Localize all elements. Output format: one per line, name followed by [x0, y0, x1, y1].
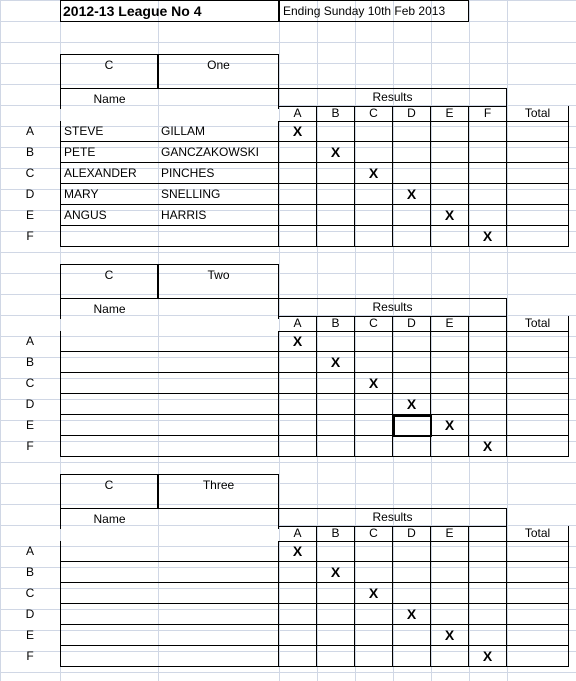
result-cell[interactable] [355, 352, 393, 373]
player-last-name[interactable] [158, 331, 279, 352]
result-cell-self[interactable]: X [355, 163, 393, 184]
player-first-name[interactable] [60, 436, 158, 457]
total-cell[interactable] [507, 205, 569, 226]
player-first-name[interactable]: ALEXANDER [60, 163, 158, 184]
player-first-name[interactable] [60, 394, 158, 415]
result-cell[interactable] [469, 604, 507, 625]
player-first-name[interactable] [60, 541, 158, 562]
result-cell[interactable] [469, 121, 507, 142]
player-first-name[interactable] [60, 562, 158, 583]
result-cell-self[interactable]: X [393, 604, 431, 625]
player-last-name[interactable] [158, 604, 279, 625]
row-letter: B [25, 565, 34, 579]
row-letter: B [25, 355, 34, 369]
result-cell[interactable] [279, 604, 317, 625]
total-cell[interactable] [507, 352, 569, 373]
player-first-name[interactable] [60, 226, 158, 247]
result-cell-self[interactable]: X [431, 205, 469, 226]
result-cell[interactable] [317, 205, 355, 226]
result-cell-self[interactable]: X [431, 625, 469, 646]
division-name-cell[interactable]: Three [158, 474, 279, 509]
result-cell[interactable] [279, 184, 317, 205]
result-cell[interactable] [355, 226, 393, 247]
division-code-cell[interactable]: C [60, 474, 158, 509]
result-cell[interactable] [469, 562, 507, 583]
result-cell[interactable] [431, 373, 469, 394]
results-header: Results [279, 88, 507, 107]
result-cell[interactable] [317, 583, 355, 604]
result-cell[interactable] [393, 541, 431, 562]
result-cell[interactable] [317, 226, 355, 247]
result-cell[interactable] [279, 436, 317, 457]
col-header-b: B [317, 316, 355, 332]
result-cell[interactable] [469, 184, 507, 205]
result-cell[interactable] [393, 625, 431, 646]
result-cell-self[interactable]: X [317, 142, 355, 163]
result-cell[interactable] [317, 331, 355, 352]
division-name-cell[interactable]: One [158, 54, 279, 89]
row-letter: E [25, 628, 34, 642]
result-cell[interactable] [431, 352, 469, 373]
row-letter: C [25, 166, 35, 180]
total-header: Total [507, 526, 569, 542]
player-last-name[interactable] [158, 373, 279, 394]
result-cell[interactable] [355, 436, 393, 457]
result-cell[interactable] [279, 142, 317, 163]
col-header-a: A [279, 526, 317, 542]
result-cell[interactable] [355, 184, 393, 205]
row-letter: A [25, 334, 34, 348]
result-cell[interactable] [317, 184, 355, 205]
name-header-blank[interactable] [158, 298, 279, 319]
total-cell[interactable] [507, 436, 569, 457]
name-header: Name [60, 508, 158, 529]
result-cell-self[interactable]: X [355, 373, 393, 394]
result-cell[interactable] [431, 163, 469, 184]
result-cell-self[interactable]: X [469, 436, 507, 457]
result-cell-self[interactable]: X [393, 184, 431, 205]
player-first-name[interactable] [60, 646, 158, 667]
player-first-name[interactable] [60, 373, 158, 394]
player-first-name[interactable]: MARY [60, 184, 158, 205]
result-cell[interactable] [469, 163, 507, 184]
result-cell[interactable] [469, 205, 507, 226]
result-cell-self[interactable]: X [393, 394, 431, 415]
row-letter: E [25, 208, 34, 222]
player-last-name[interactable] [158, 646, 279, 667]
row-letter: B [25, 145, 34, 159]
result-cell[interactable] [469, 625, 507, 646]
result-cell[interactable] [355, 415, 393, 436]
result-cell[interactable] [393, 583, 431, 604]
result-cell[interactable] [317, 415, 355, 436]
col-header-a: A [279, 106, 317, 122]
result-cell[interactable] [393, 163, 431, 184]
result-cell-self[interactable]: X [469, 646, 507, 667]
total-cell[interactable] [507, 142, 569, 163]
result-cell[interactable] [317, 625, 355, 646]
division-name-cell[interactable]: Two [158, 264, 279, 299]
total-cell[interactable] [507, 415, 569, 436]
result-cell[interactable] [469, 142, 507, 163]
result-cell[interactable] [279, 646, 317, 667]
result-cell[interactable] [393, 205, 431, 226]
result-cell[interactable] [355, 331, 393, 352]
result-cell[interactable] [431, 541, 469, 562]
ending-date[interactable]: Ending Sunday 10th Feb 2013 [279, 0, 469, 22]
row-letter: A [25, 124, 34, 138]
row-letter: C [25, 586, 35, 600]
row-letter: F [26, 649, 34, 663]
player-first-name[interactable] [60, 352, 158, 373]
total-cell[interactable] [507, 163, 569, 184]
player-last-name[interactable] [158, 583, 279, 604]
result-cell[interactable] [355, 541, 393, 562]
result-cell[interactable] [355, 121, 393, 142]
total-cell[interactable] [507, 331, 569, 352]
result-cell[interactable] [279, 625, 317, 646]
name-header-blank[interactable] [158, 88, 279, 109]
result-cell[interactable] [469, 352, 507, 373]
result-cell-self[interactable]: X [279, 121, 317, 142]
result-cell[interactable] [393, 121, 431, 142]
result-cell[interactable] [317, 121, 355, 142]
col-header-e: E [431, 106, 469, 122]
total-cell[interactable] [507, 184, 569, 205]
player-last-name[interactable] [158, 436, 279, 457]
result-cell[interactable] [393, 226, 431, 247]
result-cell[interactable] [355, 394, 393, 415]
name-header-blank[interactable] [158, 508, 279, 529]
result-cell[interactable] [431, 394, 469, 415]
result-cell[interactable] [279, 562, 317, 583]
result-cell-self[interactable]: X [279, 541, 317, 562]
result-cell-self[interactable]: X [431, 415, 469, 436]
row-letter: A [25, 544, 34, 558]
player-last-name[interactable] [158, 625, 279, 646]
row-letter: D [25, 397, 35, 411]
result-cell[interactable] [469, 541, 507, 562]
result-cell[interactable] [317, 394, 355, 415]
result-cell[interactable] [279, 205, 317, 226]
result-cell[interactable] [431, 562, 469, 583]
result-cell[interactable] [355, 142, 393, 163]
player-last-name[interactable]: GILLAM [158, 121, 279, 142]
result-cell[interactable] [431, 331, 469, 352]
result-cell[interactable] [355, 604, 393, 625]
result-cell[interactable] [393, 331, 431, 352]
result-cell[interactable] [431, 226, 469, 247]
player-first-name[interactable] [60, 415, 158, 436]
result-cell[interactable] [317, 541, 355, 562]
player-last-name[interactable]: HARRIS [158, 205, 279, 226]
result-cell[interactable] [279, 352, 317, 373]
result-cell-self[interactable]: X [355, 583, 393, 604]
player-last-name[interactable]: SNELLING [158, 184, 279, 205]
col-header-c: C [355, 316, 393, 332]
total-header: Total [507, 316, 569, 332]
result-cell[interactable] [355, 646, 393, 667]
player-last-name[interactable] [158, 394, 279, 415]
total-cell[interactable] [507, 646, 569, 667]
total-cell[interactable] [507, 226, 569, 247]
result-cell[interactable] [279, 373, 317, 394]
total-cell[interactable] [507, 604, 569, 625]
result-cell[interactable] [393, 562, 431, 583]
player-last-name[interactable]: GANCZAKOWSKI [158, 142, 279, 163]
result-cell[interactable] [317, 373, 355, 394]
col-header-c: C [355, 106, 393, 122]
player-last-name[interactable]: PINCHES [158, 163, 279, 184]
result-cell[interactable] [317, 163, 355, 184]
total-cell[interactable] [507, 625, 569, 646]
col-header-d: D [393, 526, 431, 542]
result-cell[interactable] [469, 394, 507, 415]
result-cell-self[interactable]: X [317, 352, 355, 373]
result-cell[interactable] [469, 415, 507, 436]
result-cell[interactable] [355, 205, 393, 226]
result-cell[interactable] [469, 583, 507, 604]
col-header-e: E [431, 316, 469, 332]
result-cell-self[interactable]: X [317, 562, 355, 583]
division-code-cell[interactable]: C [60, 264, 158, 299]
col-header-blank[interactable] [469, 316, 507, 332]
result-cell[interactable] [279, 583, 317, 604]
result-cell[interactable] [431, 184, 469, 205]
result-cell[interactable] [279, 226, 317, 247]
player-first-name[interactable]: STEVE [60, 121, 158, 142]
col-header-e: E [431, 526, 469, 542]
player-first-name[interactable] [60, 604, 158, 625]
result-cell[interactable] [469, 373, 507, 394]
row-letter: C [25, 376, 35, 390]
row-letter: F [26, 229, 34, 243]
col-header-a: A [279, 316, 317, 332]
player-first-name[interactable] [60, 625, 158, 646]
result-cell[interactable] [431, 121, 469, 142]
result-cell[interactable] [279, 394, 317, 415]
result-cell[interactable] [317, 436, 355, 457]
col-header-d: D [393, 106, 431, 122]
player-first-name[interactable]: ANGUS [60, 205, 158, 226]
row-letter: D [25, 607, 35, 621]
col-header-b: B [317, 106, 355, 122]
result-cell[interactable] [279, 163, 317, 184]
result-cell[interactable] [469, 331, 507, 352]
player-first-name[interactable]: PETE [60, 142, 158, 163]
result-cell[interactable] [431, 583, 469, 604]
result-cell[interactable] [431, 646, 469, 667]
player-last-name[interactable] [158, 562, 279, 583]
results-header: Results [279, 508, 507, 527]
result-cell[interactable] [393, 436, 431, 457]
player-first-name[interactable] [60, 331, 158, 352]
col-header-blank[interactable] [469, 526, 507, 542]
total-cell[interactable] [507, 583, 569, 604]
result-cell[interactable] [431, 604, 469, 625]
result-cell[interactable] [355, 625, 393, 646]
results-header: Results [279, 298, 507, 317]
player-last-name[interactable] [158, 352, 279, 373]
col-header-d: D [393, 316, 431, 332]
result-cell[interactable] [317, 646, 355, 667]
total-cell[interactable] [507, 394, 569, 415]
player-last-name[interactable] [158, 226, 279, 247]
result-cell[interactable] [355, 562, 393, 583]
player-first-name[interactable] [60, 583, 158, 604]
row-letter: E [25, 418, 34, 432]
result-cell[interactable] [279, 415, 317, 436]
row-letter: F [26, 439, 34, 453]
row-letter: D [25, 187, 35, 201]
total-header: Total [507, 106, 569, 122]
league-title[interactable]: 2012-13 League No 4 [60, 0, 279, 22]
result-cell[interactable] [393, 373, 431, 394]
result-cell-self[interactable]: X [469, 226, 507, 247]
result-cell-self[interactable]: X [279, 331, 317, 352]
result-cell[interactable] [393, 352, 431, 373]
name-header: Name [60, 88, 158, 109]
selected-cell[interactable] [393, 415, 432, 437]
total-cell[interactable] [507, 562, 569, 583]
col-header-f: F [469, 106, 507, 122]
total-cell[interactable] [507, 373, 569, 394]
result-cell[interactable] [431, 142, 469, 163]
result-cell[interactable] [317, 604, 355, 625]
result-cell[interactable] [431, 436, 469, 457]
total-cell[interactable] [507, 121, 569, 142]
result-cell[interactable] [393, 646, 431, 667]
player-last-name[interactable] [158, 415, 279, 436]
division-code-cell[interactable]: C [60, 54, 158, 89]
player-last-name[interactable] [158, 541, 279, 562]
total-cell[interactable] [507, 541, 569, 562]
col-header-b: B [317, 526, 355, 542]
col-header-c: C [355, 526, 393, 542]
result-cell[interactable] [393, 142, 431, 163]
name-header: Name [60, 298, 158, 319]
